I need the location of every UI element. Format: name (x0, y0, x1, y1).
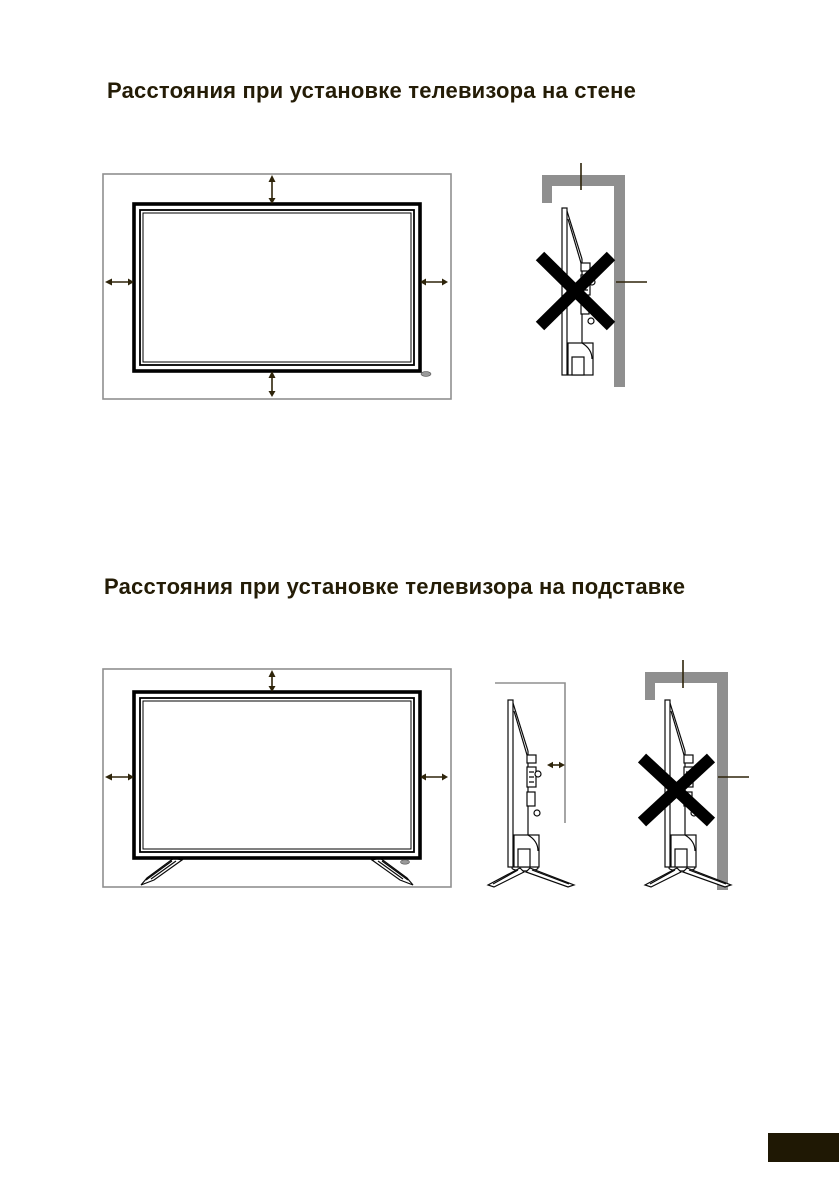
section-title-wall-mount: Расстояния при установке телевизора на стене (107, 78, 637, 103)
power-sensor-nub (401, 860, 410, 864)
diagram-tv-side-stand-prohibited (638, 655, 788, 900)
prohibition-x-icon (642, 758, 711, 822)
clearance-arrow-top (269, 670, 276, 692)
power-sensor-nub (421, 372, 431, 377)
diagram-tv-front-clearance (102, 173, 452, 405)
tv-front-frame (134, 692, 420, 864)
section-title-stand-mount: Расстояния при установке телевизора на подставке (104, 574, 686, 599)
clearance-arrow-right (420, 279, 448, 286)
footer-page-tab (768, 1133, 839, 1162)
tv-front-frame (134, 204, 431, 376)
diagram-tv-side-wall-prohibited (535, 155, 660, 405)
prohibition-x-icon (540, 256, 611, 326)
clearance-arrow-top (269, 175, 276, 204)
diagram-tv-front-stand-clearance (102, 668, 452, 893)
tv-side-art (508, 700, 541, 867)
clearance-arrow-right (420, 774, 448, 781)
clearance-arrow-back (547, 762, 565, 768)
clearance-arrow-left (105, 279, 134, 286)
tv-stand-feet-front (141, 858, 413, 885)
clearance-arrow-left (105, 774, 134, 781)
tv-stand-feet (488, 865, 574, 887)
clearance-arrow-bottom (269, 371, 276, 397)
diagram-tv-side-stand-clearance (485, 660, 600, 897)
